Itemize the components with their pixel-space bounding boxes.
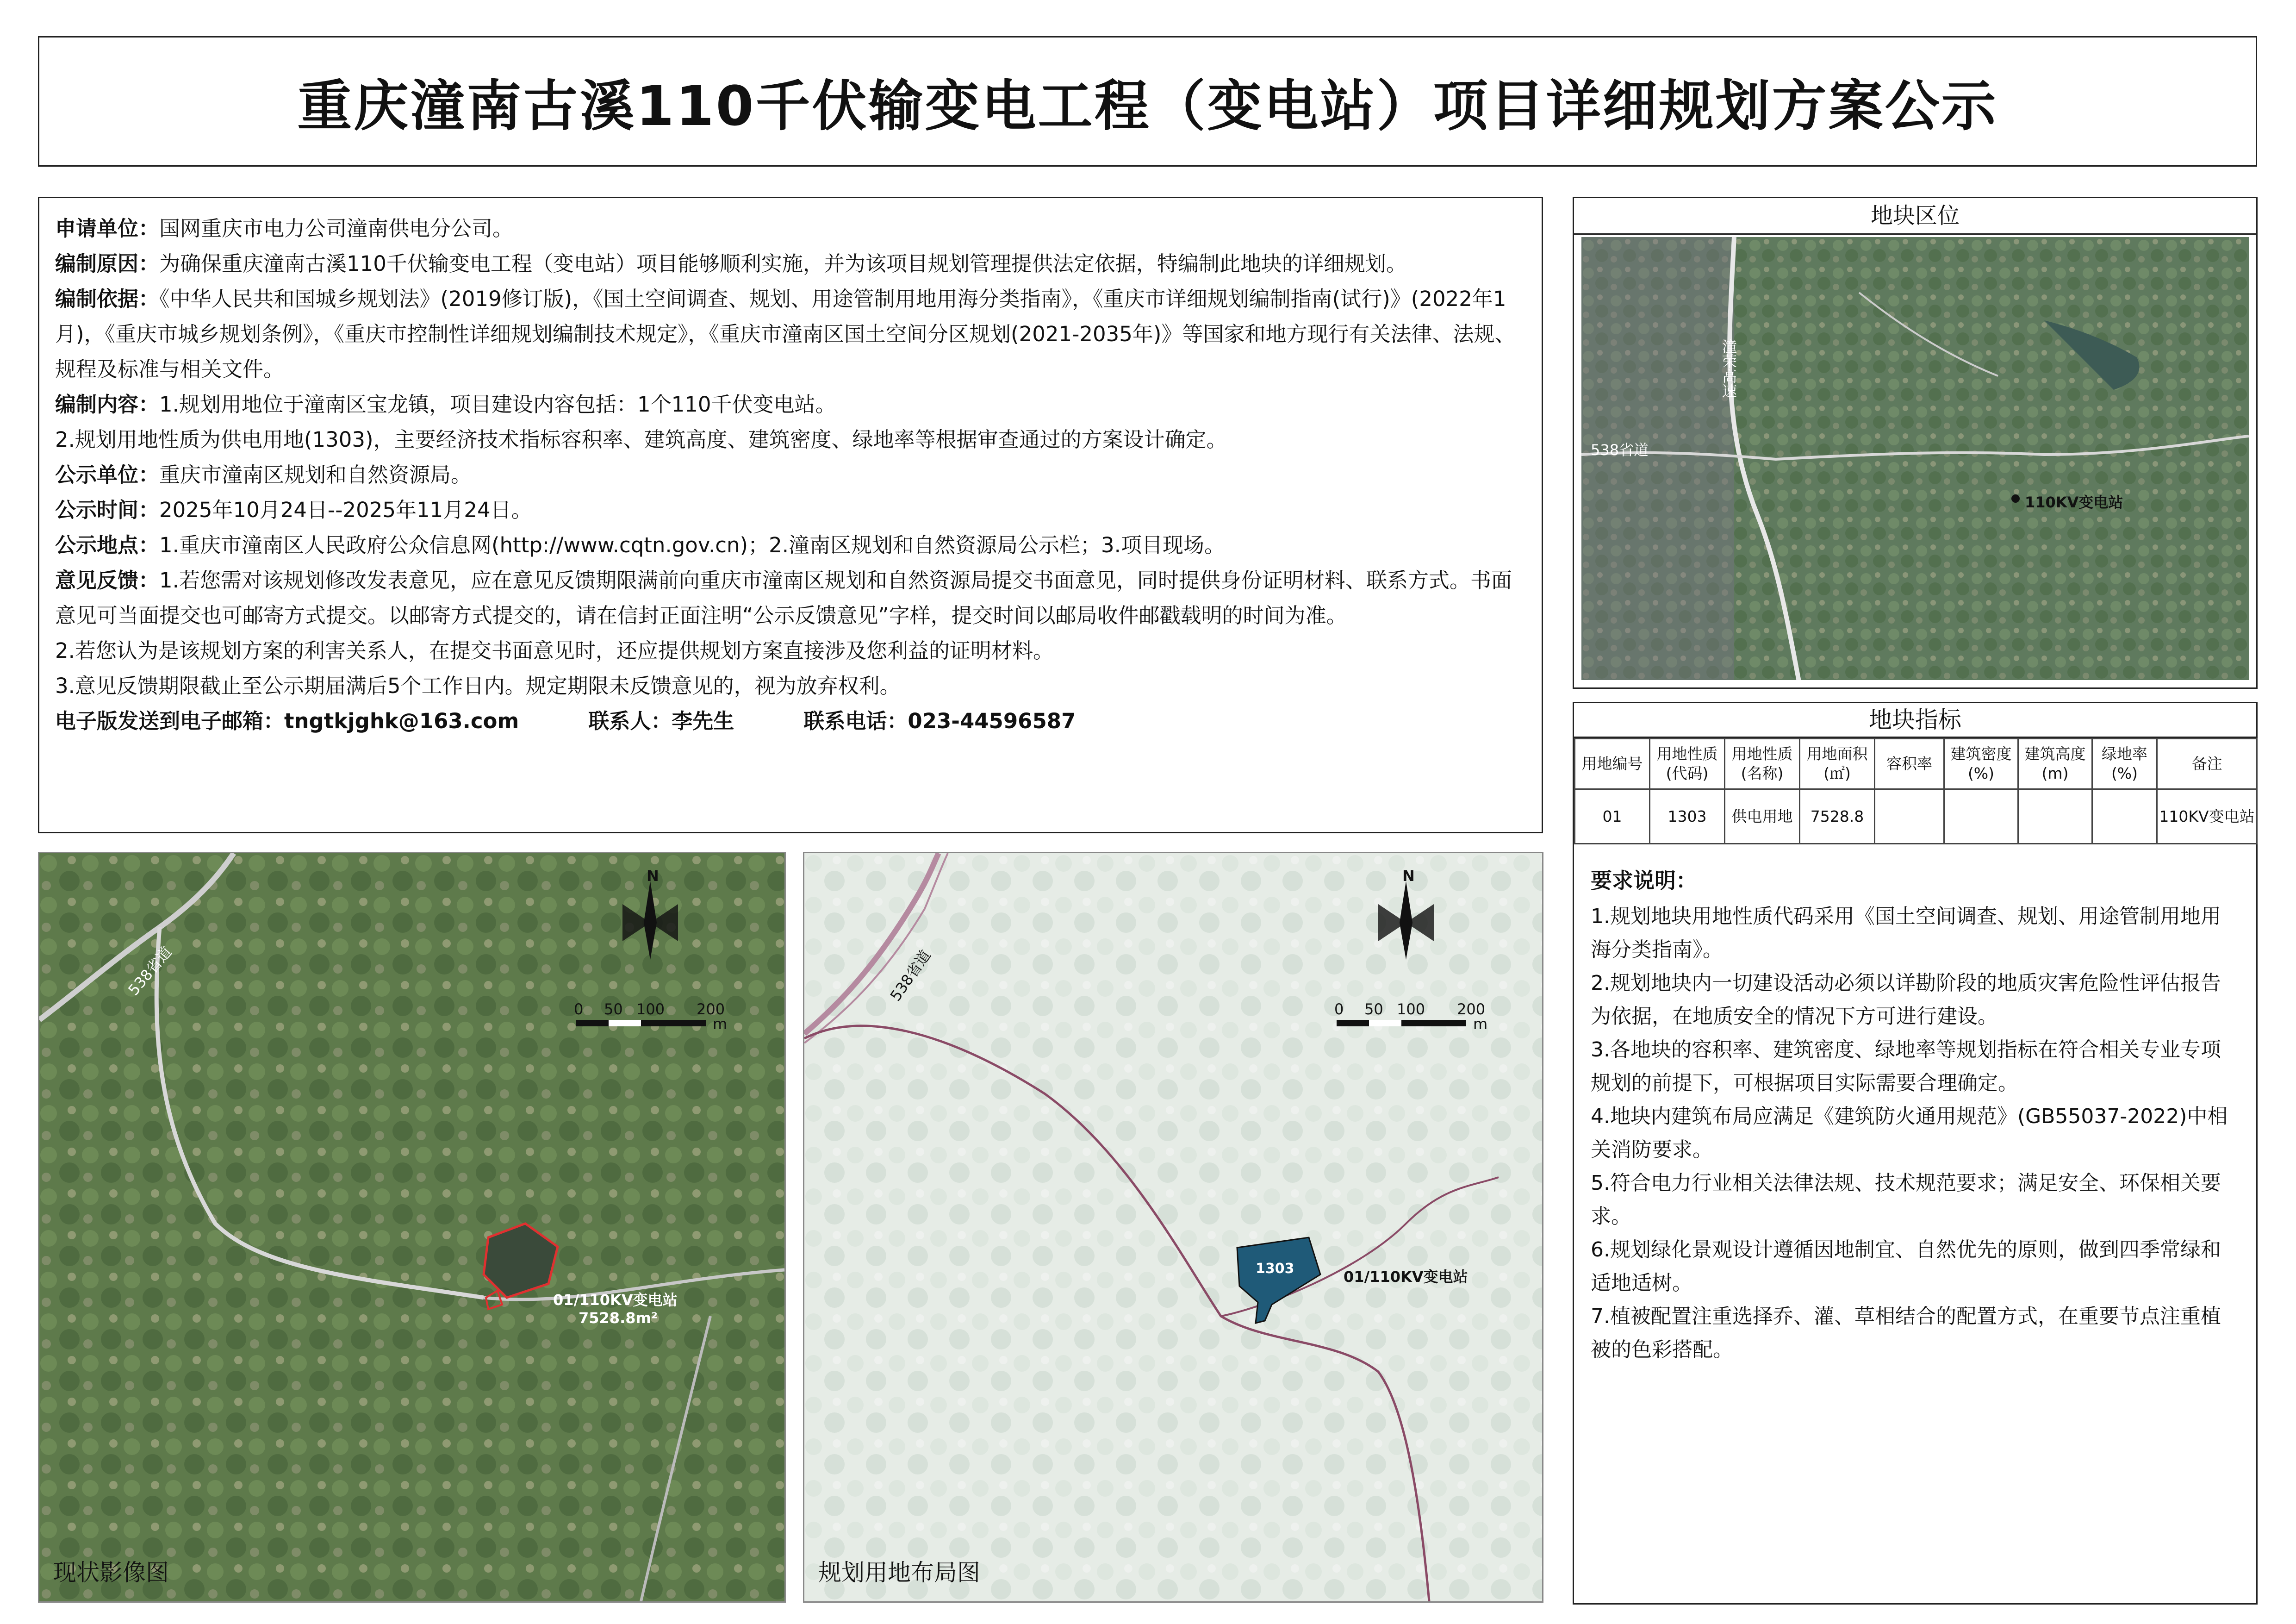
table-cell [2092, 789, 2157, 844]
parcel-code: 1303 [1256, 1261, 1294, 1277]
feedback-line [55, 563, 1526, 633]
content-text-1: 1.规划用地位于潼南区宝龙镇，项目建设内容包括：1个110千伏变电站。 [159, 392, 836, 417]
requirement-item: 5.符合电力行业相关法律法规、技术规范要求；满足安全、环保相关要求。 [1591, 1171, 2221, 1228]
scale-label: 0 [1334, 1000, 1344, 1018]
feedback-text-1: 1.若您需对该规划修改发表意见，应在意见反馈期限满前向重庆市潼南区规划和自然资源局提交书面意见，同时提供身份证明材料、联系方式。书面意见可当面提交也可邮寄方式提交。以邮寄方式提交的，请在信封正面注明“公示反馈意见”字样，提交时间以邮局收件邮戳载明的时间为准。 [55, 568, 1512, 628]
col-header: 用地性质(名称) [1725, 739, 1800, 789]
time-text: 2025年10月24日--2025年11月24日。 [159, 498, 532, 522]
table-cell [1944, 789, 2018, 844]
col-header: 绿地率(%) [2092, 739, 2157, 789]
scale-label: 100 [1397, 1000, 1425, 1018]
location-map-svg [1581, 237, 2249, 680]
contact-line [55, 704, 1526, 739]
col-header: 备注 [2157, 739, 2257, 789]
time-label: 公示时间： [55, 498, 160, 522]
indicators-header: 地块指标 [1574, 703, 2256, 738]
reason-label: 编制原因： [55, 251, 160, 276]
feedback-line-3: 3.意见反馈期限截止至公示期届满后5个工作日内。规定期限未反馈意见的，视为放弃权利。 [55, 674, 901, 698]
feedback-label: 意见反馈： [55, 568, 160, 593]
col-header: 容积率 [1875, 739, 1944, 789]
content-line-2: 2.规划用地性质为供电用地(1303)，主要经济技术指标容积率、建筑高度、建筑密度、绿地率等根据审查通过的方案设计确定。 [55, 427, 1227, 452]
requirement-item: 1.规划地块用地性质代码采用《国土空间调查、规划、用途管制用地用海分类指南》。 [1591, 905, 2221, 962]
table-cell: 01 [1575, 789, 1650, 844]
place-line [55, 528, 1526, 563]
requirements [1574, 844, 2256, 1377]
table-cell: 1303 [1650, 789, 1725, 844]
layout-map [803, 852, 1543, 1603]
site-area-label: 7528.8m² [579, 1309, 658, 1327]
table-cell: 110KV变电站 [2157, 789, 2257, 844]
contact-text: 联系人：李先生 [588, 709, 734, 733]
scale-label: 200 [697, 1000, 725, 1018]
scale-label: 200 [1457, 1000, 1486, 1018]
place-label: 公示地点： [55, 533, 160, 557]
publisher-text: 重庆市潼南区规划和自然资源局。 [159, 462, 472, 487]
info-panel [38, 197, 1543, 833]
reason-text: 为确保重庆潼南古溪110千伏输变电工程（变电站）项目能够顺利实施，并为该项目规划管理提供法定依据，特编制此地块的详细规划。 [159, 251, 1407, 276]
email-text: 电子版发送到电子邮箱：tngtkjghk@163.com [55, 709, 519, 733]
site-label: 01/110KV变电站 [553, 1291, 678, 1309]
north-label: N [647, 867, 659, 885]
table-cell: 供电用地 [1725, 789, 1800, 844]
location-panel [1573, 197, 2258, 689]
basis-label: 编制依据： [55, 287, 160, 311]
table-row [1575, 789, 2257, 844]
indicators-table [1574, 738, 2258, 844]
scale-label: 50 [1364, 1000, 1383, 1018]
requirements-header: 要求说明： [1591, 868, 1697, 893]
col-header: 用地性质(代码) [1650, 739, 1725, 789]
place-text: 1.重庆市潼南区人民政府公众信息网(http://www.cqtn.gov.cn)；2.潼南区规划和自然资源局公示栏；3.项目现场。 [159, 533, 1225, 557]
table-cell [1875, 789, 1944, 844]
indicators-header-row [1575, 739, 2257, 789]
requirement-item: 4.地块内建筑布局应满足《建筑防火通用规范》(GB55037-2022)中相关消防要求。 [1591, 1105, 2228, 1162]
phone-text: 联系电话：023-44596587 [803, 709, 1076, 733]
page-title: 重庆潼南古溪110千伏输变电工程（变电站）项目详细规划方案公示 [297, 74, 1998, 138]
requirement-item: 7.植被配置注重选择乔、灌、草相结合的配置方式，在重要节点注重植被的色彩搭配。 [1591, 1305, 2221, 1362]
content-line [55, 387, 1526, 422]
scale-label: 50 [604, 1000, 623, 1018]
publisher-line [55, 457, 1526, 493]
map-caption: 现状影像图 [53, 1559, 169, 1586]
requirement-item: 2.规划地块内一切建设活动必须以详勘阶段的地质灾害危险性评估报告为依据，在地质安全的情况下方可进行建设。 [1591, 971, 2221, 1028]
applicant-line [55, 211, 1526, 246]
requirement-item: 6.规划绿化景观设计遵循因地制宜、自然优先的原则，做到四季常绿和适地适树。 [1591, 1238, 2221, 1295]
road-label: 538省道 [1591, 441, 1649, 459]
basis-line [55, 281, 1526, 387]
applicant-text: 国网重庆市电力公司潼南供电分公司。 [159, 216, 514, 241]
site-label: 01/110KV变电站 [1344, 1268, 1468, 1286]
map-caption: 规划用地布局图 [818, 1559, 980, 1586]
highway-label: 潼荣高速 [1720, 339, 1737, 398]
table-cell: 7528.8 [1800, 789, 1875, 844]
time-line [55, 493, 1526, 528]
applicant-label: 申请单位： [55, 216, 160, 241]
scale-unit: m [713, 1015, 728, 1033]
table-cell [2018, 789, 2092, 844]
north-label: N [1402, 867, 1415, 885]
scale-unit: m [1473, 1015, 1488, 1033]
requirement-item: 3.各地块的容积率、建筑密度、绿地率等规划指标在符合相关专业专项规划的前提下，可根据项目实际需要合理确定。 [1591, 1038, 2221, 1095]
title-box [38, 36, 2257, 167]
publisher-label: 公示单位： [55, 462, 160, 487]
scale-label: 0 [574, 1000, 584, 1018]
feedback-line-2: 2.若您认为是该规划方案的利害关系人，在提交书面意见时，还应提供规划方案直接涉及您利益的证明材料。 [55, 638, 1054, 663]
basis-text: 《中华人民共和国城乡规划法》(2019修订版)，《国土空间调查、规划、用途管制用地用海分类指南》，《重庆市详细规划编制指南(试行)》(2022年1月)，《重庆市城乡规划条例》，《重庆市控制性详细规划编制技术规定》，《重庆市潼南区国土空间分区规划(2021-2035年)》等国家和地方现行有关法律、法规、规程及标准与相关文件。 [55, 287, 1516, 381]
content-label: 编制内容： [55, 392, 160, 417]
satellite-map [38, 852, 786, 1603]
location-header: 地块区位 [1574, 198, 2256, 235]
col-header: 建筑高度(m) [2018, 739, 2092, 789]
col-header: 用地面积(㎡) [1800, 739, 1875, 789]
reason-line [55, 246, 1526, 281]
location-map [1581, 237, 2249, 680]
road-label: 538省道 [886, 947, 934, 1005]
indicators-panel [1573, 702, 2258, 1605]
road-label: 538省道 [124, 943, 175, 999]
col-header: 建筑密度(%) [1944, 739, 2018, 789]
scale-label: 100 [636, 1000, 665, 1018]
site-label: 110KV变电站 [2025, 493, 2123, 511]
col-header: 用地编号 [1575, 739, 1650, 789]
